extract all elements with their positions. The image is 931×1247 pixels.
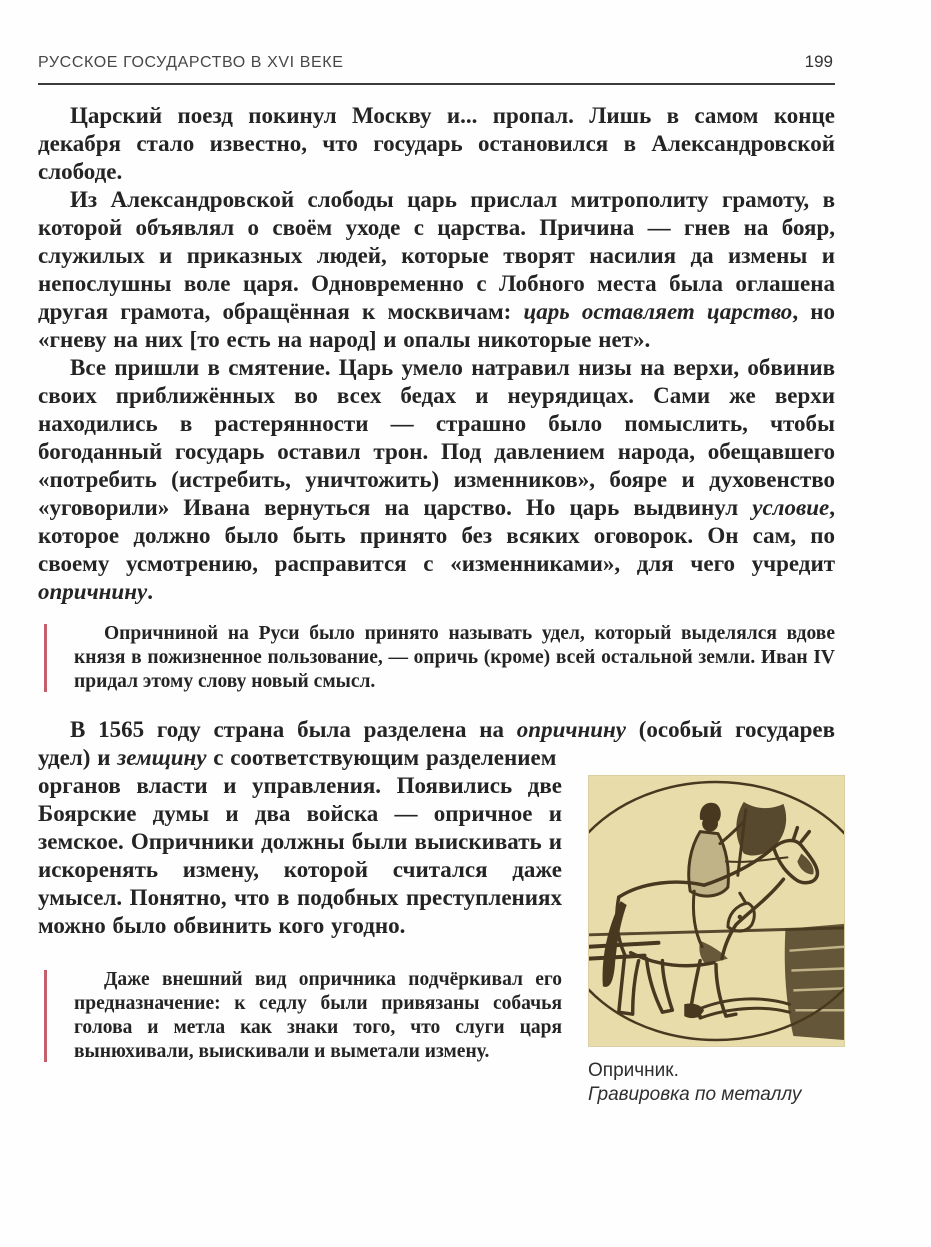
page-header (38, 52, 835, 72)
figure-caption (588, 1059, 845, 1107)
running-title: РУССКОЕ ГОСУДАРСТВО В XVI ВЕКЕ (38, 54, 344, 71)
sidebar-note-1 (44, 622, 835, 694)
paragraph-2: Из Александровской слободы царь прислал митрополиту грамоту, в которой объявлял о своём уходе с царства. Причина — гнев на бояр, служилых и приказных людей, которые творят насилия да измены и непослушны воле царя. Одновременно с Лобного места была оглашена другая грамота, обращённая к москвичам: царь оставляет царство, но «гневу на них [то есть на народ] и опалы никоторые нет». (38, 187, 835, 352)
sidebar-note-2 (44, 968, 835, 1064)
text-wrap-zone (38, 772, 835, 1107)
note-accent-bar (44, 970, 47, 1062)
paragraph-3: Все пришли в смятение. Царь умело натравил низы на верхи, обвинив своих приближённых во всех бедах и неурядицах. Сами же верхи находились в растерянности — страшно было помыслить, чтобы богоданный государь оставил трон. Под давлением народа, обещавшего «потребить (истребить, уничтожить) изменников», бояре и духовенство «уговорили» Ивана вернуться на царство. Но царь выдвинул условие, которое должно было быть принято без всяких оговорок. Он сам, по своему усмотрению, расправится с «изменниками», для чего учредит опричнину. (38, 355, 835, 604)
header-rule (38, 83, 835, 85)
paragraph-4-continued: органов власти и управления. Появились две Боярские думы и два войска — опричное и земское. Опричники должны были выискивать и искоренять измену, которой считался даже умысел. Понятно, что в подобных преступлениях можно было обвинить кого угодно. (38, 773, 562, 938)
sidebar-note-1-text: Опричниной на Руси было принято называть удел, который выделялся вдове князя в пожизненное пользование, — опричь (кроме) всей остальной земли. Иван IV придал этому слову новый смысл. (74, 623, 835, 692)
paragraph-4-intro: В 1565 году страна была разделена на опричнину (особый государев удел) и земщину с соответствующим разделением (38, 717, 835, 770)
figure-caption-subtitle: Гравировка по металлу (588, 1084, 802, 1105)
figure-caption-title: Опричник. (588, 1060, 679, 1081)
paragraph-1: Царский поезд покинул Москву и... пропал. Лишь в самом конце декабря стало известно, что государь остановился в Александровской слободе. (38, 103, 835, 184)
note-accent-bar (44, 624, 47, 692)
page-body (38, 102, 835, 1107)
sidebar-note-2-text: Даже внешний вид опричника подчёркивал его предназначение: к седлу были привязаны собачья голова и метла как знаки того, что слуги царя вынюхивали, выискивали и выметали измену. (74, 969, 562, 1062)
page-number: 199 (804, 52, 833, 71)
